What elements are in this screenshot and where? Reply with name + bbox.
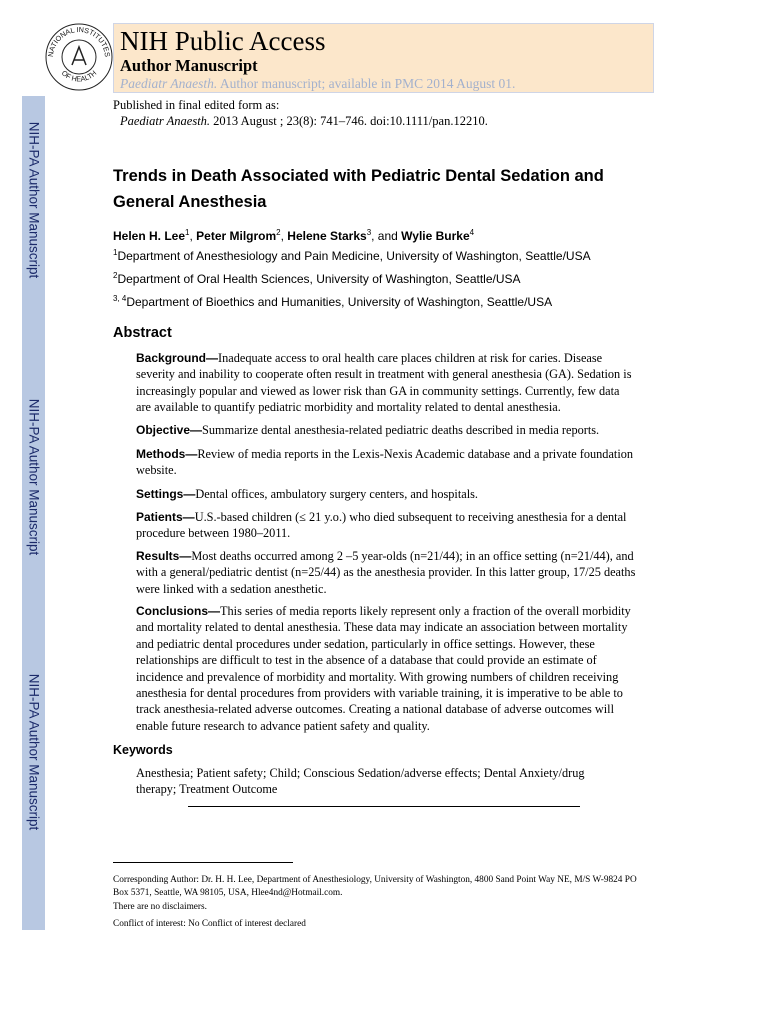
conflict-of-interest-note: Conflict of interest: No Conflict of interest declared bbox=[113, 919, 306, 929]
nih-public-access-header bbox=[113, 23, 654, 93]
citation-details: 2013 August ; 23(8): 741–746. doi:10.1111/pan.12210. bbox=[213, 114, 488, 128]
abstract-background: Background—Inadequate access to oral health care places children at risk for caries. Disease severity and inability to cooperate often result in treatment with general anesthesia (GA). Sedation is increasingly popular and viewed as lower risk than GA in community settings. Currently, few data are available to quantify pediatric morbidity and mortality related to dental anesthesia. bbox=[136, 351, 632, 415]
keywords-heading: Keywords bbox=[113, 743, 173, 757]
author-list: Helen H. Lee$^1$, Peter Milgrom$^2$, Helene Starks$^3$, and Wylie Burke$^4$ bbox=[113, 228, 475, 243]
corresponding-author-note: Corresponding Author: Dr. H. H. Lee, Department of Anesthesiology, University of Washington, 4800 Sand Point Way NE, M/S W-9824 PO Box 5371, Seattle, WA 98105, USA, Hlee4nd@Hotmail.com. bbox=[113, 875, 637, 898]
abstract-heading: Abstract bbox=[113, 325, 172, 341]
abstract-results: Results—Most deaths occurred among 2 –5 year-olds (n=21/44); in an office setting (n=21/44), and with a general/pediatric dentist (n=25/44) as the anesthesia provider. In this latter group, 17/25 deaths were linked with a sedation anesthetic. bbox=[136, 549, 636, 596]
header-journal-line bbox=[120, 76, 515, 92]
citation-line bbox=[120, 114, 488, 129]
affiliation-3: $^{3, 4}$Department of Bioethics and Humanities, University of Washington, Seattle/USA bbox=[113, 294, 553, 309]
citation-journal: Paediatr Anaesth. bbox=[120, 114, 211, 128]
author-name: Helene Starks bbox=[287, 229, 367, 243]
abstract-settings: Settings—Dental offices, ambulatory surgery centers, and hospitals. bbox=[136, 487, 478, 501]
abstract-conclusions: Conclusions—This series of media reports likely represent only a fraction of the overall morbidity and mortality related to dental anesthesia. These data may indicate an association between mortality and pediatric dental procedures under sedation, particularly in office settings. However, these relationships are difficult to test in the absence of a database that could provide an estimate of incidence and prevalence of morbidity and mortality. With growing numbers of children receiving anesthesia for dental procedures from providers with variable training, it is imperative to be able to track anesthesia-related adverse outcomes. Creating a national database of adverse outcomes will enable future research to advance patient safety and quality. bbox=[136, 604, 631, 733]
section-divider bbox=[188, 806, 580, 807]
affiliation-1: $^1$Department of Anesthesiology and Pain Medicine, University of Washington, Seattle/USA bbox=[113, 248, 591, 263]
disclaimer-note: There are no disclaimers. bbox=[113, 902, 207, 912]
abstract-patients: Patients—U.S.-based children (≤ 21 y.o.) who died subsequent to receiving anesthesia for a dental procedure between 1980–2011. bbox=[136, 510, 627, 541]
abstract-objective: Objective—Summarize dental anesthesia-related pediatric deaths described in media reports. bbox=[136, 423, 600, 437]
published-label: Published in final edited form as: bbox=[113, 98, 280, 112]
affiliation-2: $^2$Department of Oral Health Sciences, University of Washington, Seattle/USA bbox=[113, 271, 521, 286]
header-title: NIH Public Access bbox=[120, 26, 326, 56]
header-availability: Author manuscript; available in PMC 2014 August 01. bbox=[219, 76, 516, 91]
abstract-methods: Methods—Review of media reports in the Lexis-Nexis Academic database and a private foundation website. bbox=[136, 447, 634, 478]
header-subtitle: Author Manuscript bbox=[120, 56, 258, 75]
seal-bottom-text: OF HEALTH bbox=[59, 68, 99, 84]
keywords-list: Anesthesia; Patient safety; Child; Conscious Sedation/adverse effects; Dental Anxiety/drug therapy; Treatment Outcome bbox=[136, 766, 585, 797]
nih-seal-logo bbox=[44, 21, 114, 91]
header-journal: Paediatr Anaesth. bbox=[120, 76, 218, 91]
author-name: Peter Milgrom bbox=[196, 229, 277, 243]
author-name: Wylie Burke bbox=[401, 229, 470, 243]
author-name: Helen H. Lee bbox=[113, 229, 186, 243]
article-title: Trends in Death Associated with Pediatric Dental Sedation and General Anesthesia bbox=[113, 167, 604, 211]
footnote-divider bbox=[113, 862, 293, 863]
seal-top-text: NATIONAL INSTITUTES bbox=[45, 24, 113, 58]
